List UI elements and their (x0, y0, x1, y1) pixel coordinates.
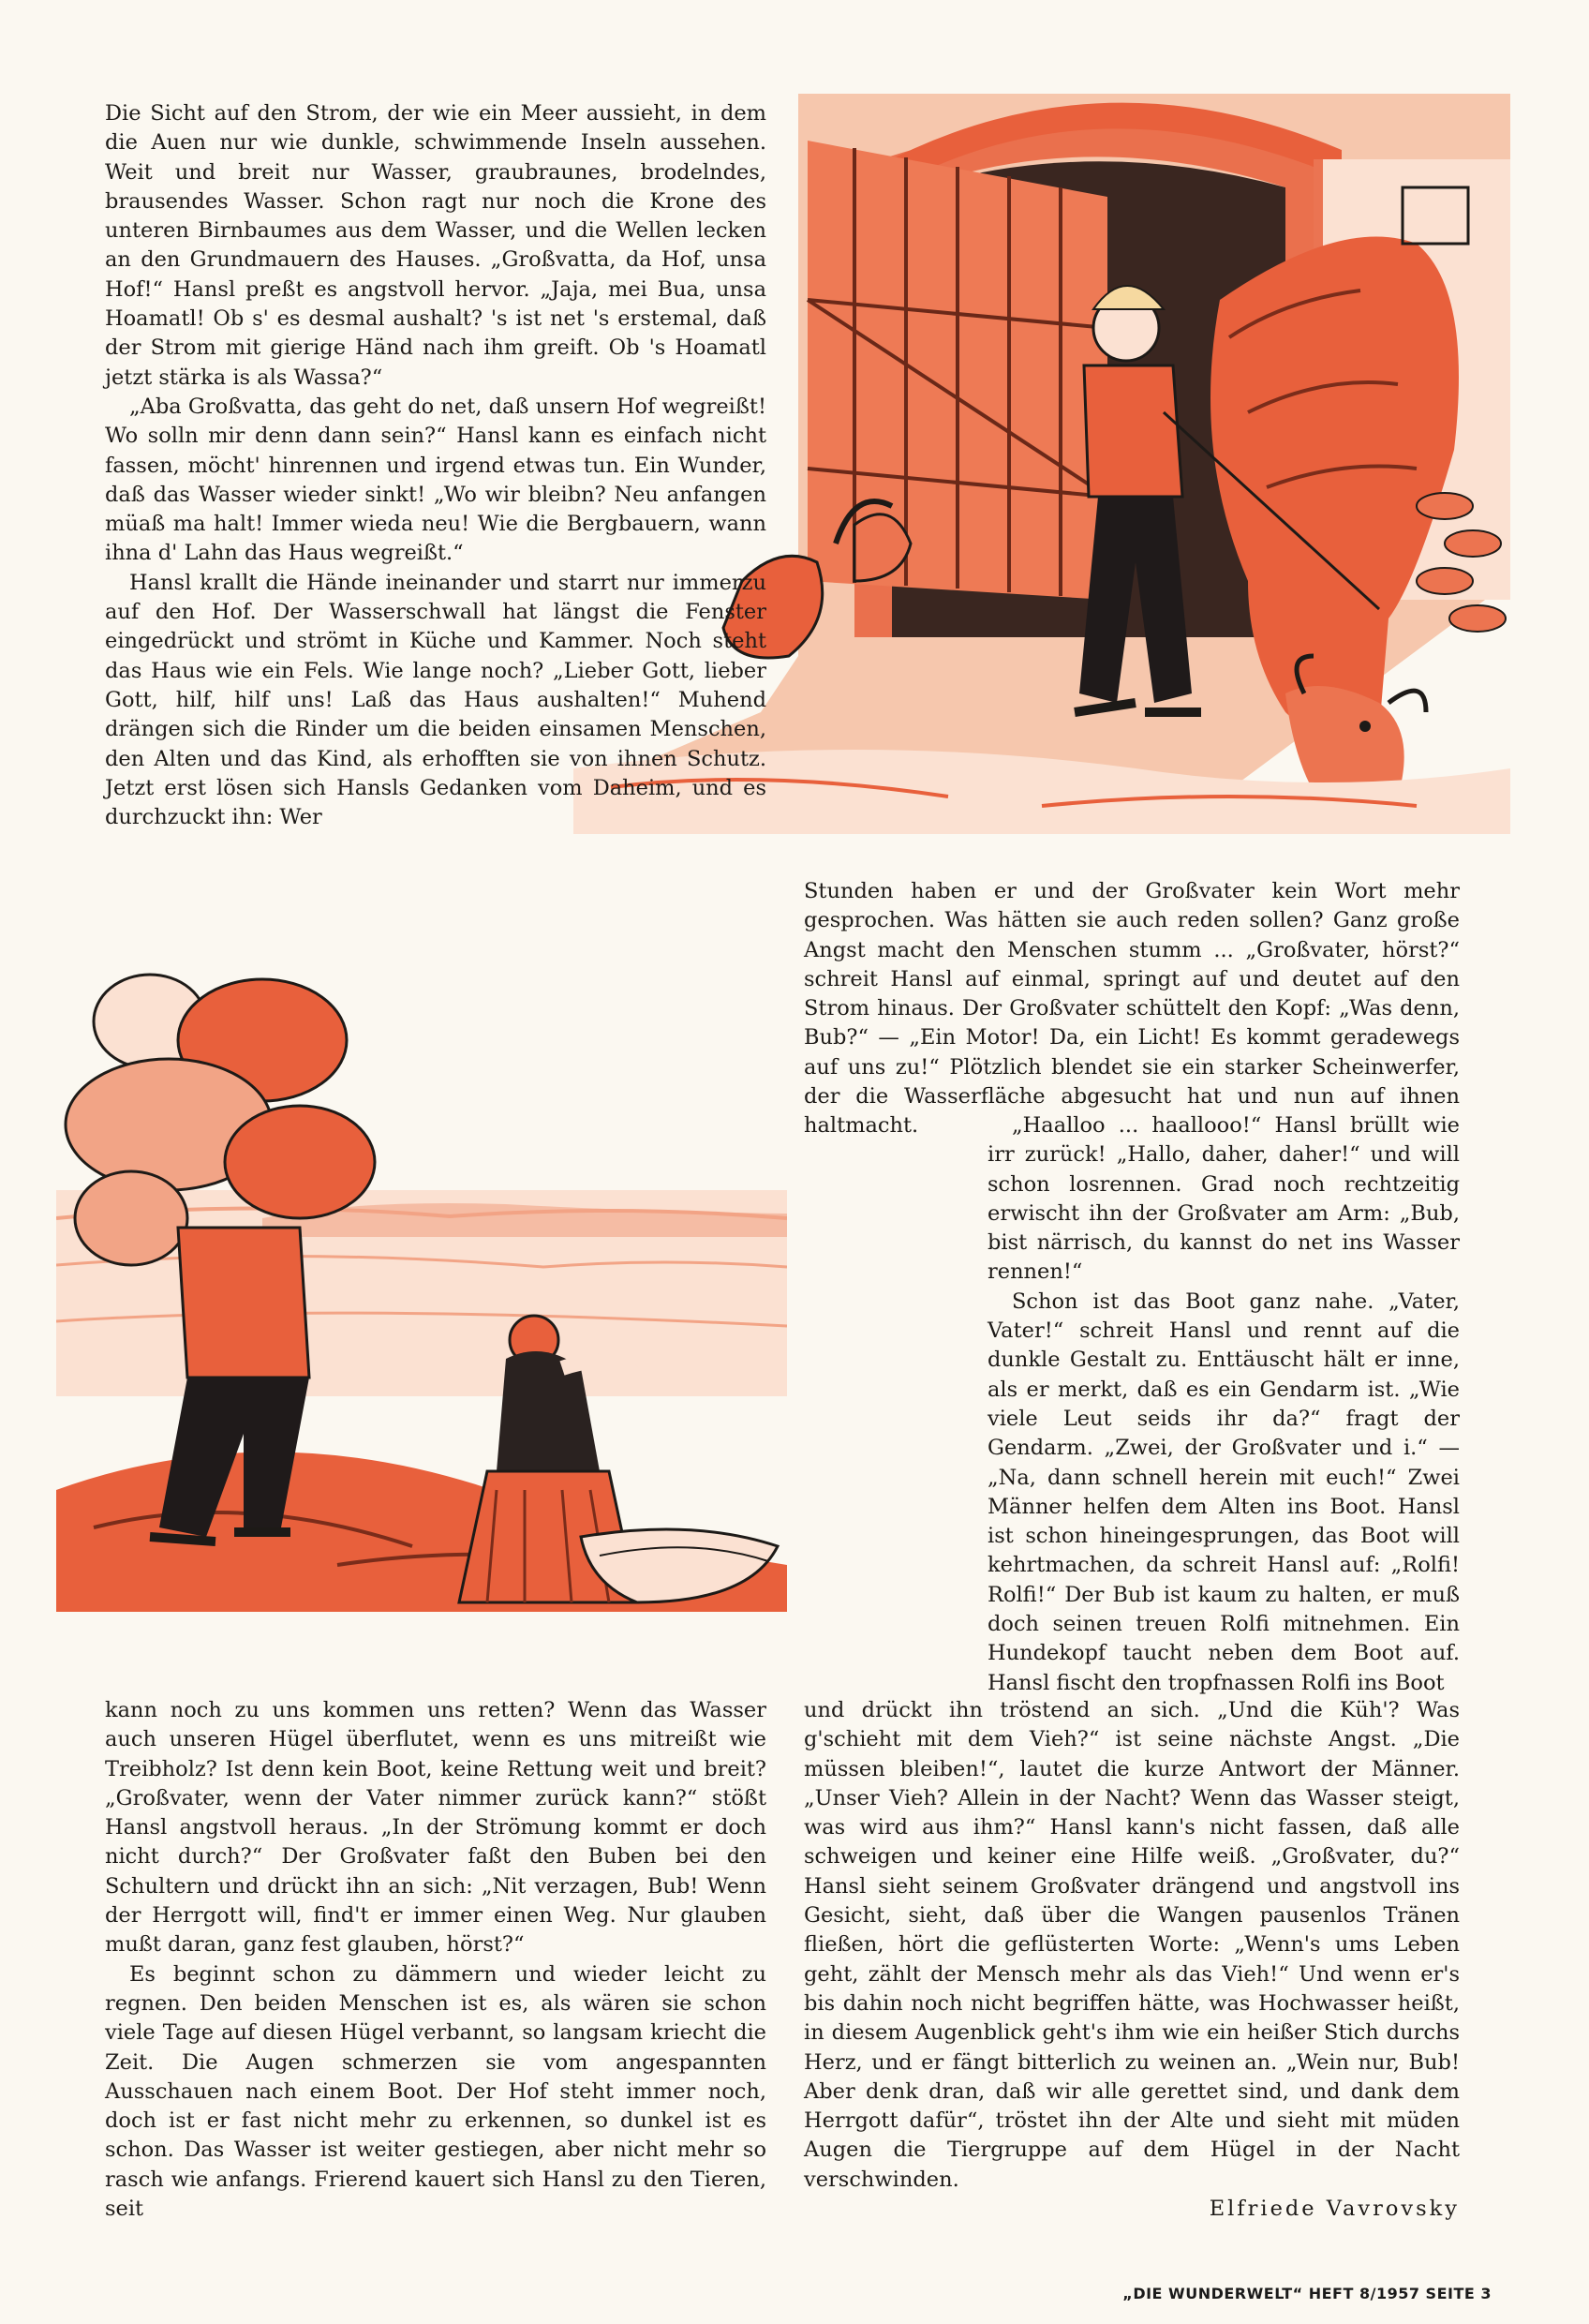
paragraph: „Aba Großvatta, das geht do net, daß unsern Hof wegreißt! Wo solln mir denn dann sein?“ Hansl kann es einfach nicht fassen, möcht' hinrennen und irgend etwas tun. Ein Wunder, daß das Wasser wieder sinkt! „Wo wir bleibn? Neu anfangen müaß ma halt! Immer wieda neu! Wie die Bergbauern, wann ihna d' Lahn das Haus wegreißt.“ (105, 394, 766, 566)
column-right-top (804, 877, 1460, 1141)
illustration-flood-flight (56, 965, 787, 1612)
paragraph: Die Sicht auf den Strom, der wie ein Meer aussieht, in dem die Auen nur wie dunkle, schwimmende Inseln aussehen. Weit und breit nur Wasser, graubraunes, brodelndes, brausendes Wasser. Schon ragt nur noch die Krone des unteren Birnbaumes aus dem Wasser, und die Wellen lecken an den Grundmauern des Hauses. „Großvatta, da Hof, unsa Hof!“ Hansl preßt es angstvoll hervor. „Jaja, mei Bua, unsa Hoamatl! Ob s' es desmal aushalt? 's ist net 's erstemal, daß der Strom mit gierige Händ nach ihm greift. Ob 's Hoamatl jetzt stärka is als Wassa?“ (105, 101, 766, 390)
paragraph: Hansl krallt die Hände ineinander und starrt nur immerzu auf den Hof. Der Wasserschwall hat längst die Fenster eingedrückt und strömt in Küche und Kammer. Noch steht das Haus wie ein Fels. Wie lange noch? „Lieber Gott, lieber Gott, hilf, hilf uns! Laß das Haus aushalten!“ Muhend drängen sich die Rinder um die beiden einsamen Menschen, den Alten und das Kind, als erhofften sie von ihnen Schutz. Jetzt erst lösen sich Hansls Gedanken vom Daheim, und es durchzuckt ihn: Wer (105, 570, 766, 830)
column-left-bottom (105, 1696, 766, 2224)
paragraph: Schon ist das Boot ganz nahe. „Vater, Vater!“ schreit Hansl und rennt auf die dunkle Gestalt zu. Enttäuscht hält er inne, als er merkt, daß es ein Gendarm ist. „Wie viele Leut seids ihr da?“ fragt der Gendarm. „Zwei, der Großvater und i.“ — „Na, dann schnell herein mit euch!“ Zwei Männer helfen dem Alten ins Boot. Hansl ist schon hineingesprungen, das Boot will kehrtmachen, da schreit Hansl auf: „Rolfi! Rolfi!“ Der Bub ist kaum zu halten, er muß doch seinen treuen Rolfi mitnehmen. Ein Hundekopf taucht neben dem Boot auf. Hansl fischt den tropfnassen Rolfi ins Boot (988, 1289, 1460, 1695)
paragraph: und drückt ihn tröstend an sich. „Und die Küh'? Was g'schieht mit dem Vieh?“ ist seine nächste Angst. „Die müssen bleiben!“, lautet die kurze Antwort der Männer. „Unser Vieh? Allein in der Nacht? Wenn das Wasser steigt, was wird aus ihm?“ Hansl kann's nicht fassen, daß alle schweigen und keiner eine Hilfe weiß. „Großvater, du?“ Hansl sieht seinem Großvater drängend und angstvoll ins Gesicht, sieht, daß über die Wangen pausenlos Tränen fließen, hört die geflüsterten Worte: „Wenn's ums Leben geht, zählt der Mensch mehr als das Vieh!“ Und wenn er's bis dahin noch nicht begriffen hätte, was Hochwasser heißt, in diesem Augenblick geht's ihm wie ein heißer Stich durchs Herz, und er fängt bitterlich zu weinen an. „Wein nur, Bub! Aber denk dran, daß wir alle gerettet sind, und dank dem Herrgott dafür“, tröstet ihn der Alte und sieht mit müden Augen die Tiergruppe auf dem Hügel in der Nacht verschwinden. (804, 1698, 1460, 2192)
column-right-bottom (804, 1696, 1460, 2224)
page-footer: „DIE WUNDERWELT“ HEFT 8/1957 SEITE 3 (1122, 2285, 1492, 2302)
paragraph: Stunden haben er und der Großvater kein Wort mehr gesprochen. Was hätten sie auch reden sollen? Ganz große Angst macht den Menschen stumm ... „Großvater, hörst?“ schreit Hansl auf einmal, springt auf und deutet auf den Strom hinaus. Der Großvater schüttelt den Kopf: „Was denn, Bub?“ — „Ein Motor! Da, ein Licht! Es kommt geradewegs auf uns zu!“ Plötzlich blendet sie ein starker Scheinwerfer, der die Wasserfläche abgesucht hat und nun auf ihnen haltmacht. (804, 879, 1460, 1139)
column-left-top (105, 99, 766, 832)
author: Elfriede Vavrovsky (1209, 2197, 1460, 2222)
paragraph: kann noch zu uns kommen uns retten? Wenn das Wasser auch unseren Hügel überflutet, wenn es uns mitreißt wie Treibholz? Ist denn kein Boot, keine Rettung weit und breit? „Großvater, wenn der Vater nimmer zurück kann?“ stößt Hansl angstvoll heraus. „In der Strömung kommt er doch nicht durch?“ Der Großvater faßt den Buben bei den Schultern und drückt ihn an sich: „Nit verzagen, Bub! Wenn der Herrgott will, find't er immer einen Weg. Nur glauben mußt daran, ganz fest glauben, hörst?“ (105, 1698, 766, 1958)
paragraph: „Haalloo ... haallooo!“ Hansl brüllt wie irr zurück! „Hallo, daher, daher!“ und will schon losrennen. Grad noch rechtzeitig erwischt ihn der Großvater am Arm: „Bub, bist närrisch, du kannst do net ins Wasser rennen!“ (988, 1113, 1460, 1285)
paragraph: Es beginnt schon zu dämmern und wieder leicht zu regnen. Den beiden Menschen ist es, als wären sie schon viele Tage auf diesen Hügel verbannt, so langsam kriecht die Zeit. Die Augen schmerzen sie vom angespannten Ausschauen nach einem Boot. Der Hof steht immer noch, doch ist er fast nicht mehr zu erkennen, so dunkel ist es schon. Das Wasser ist weiter gestiegen, aber nicht mehr so rasch wie anfangs. Frierend kauert sich Hansl zu den Tieren, seit (105, 1961, 766, 2222)
column-right-middle (988, 1111, 1460, 1698)
